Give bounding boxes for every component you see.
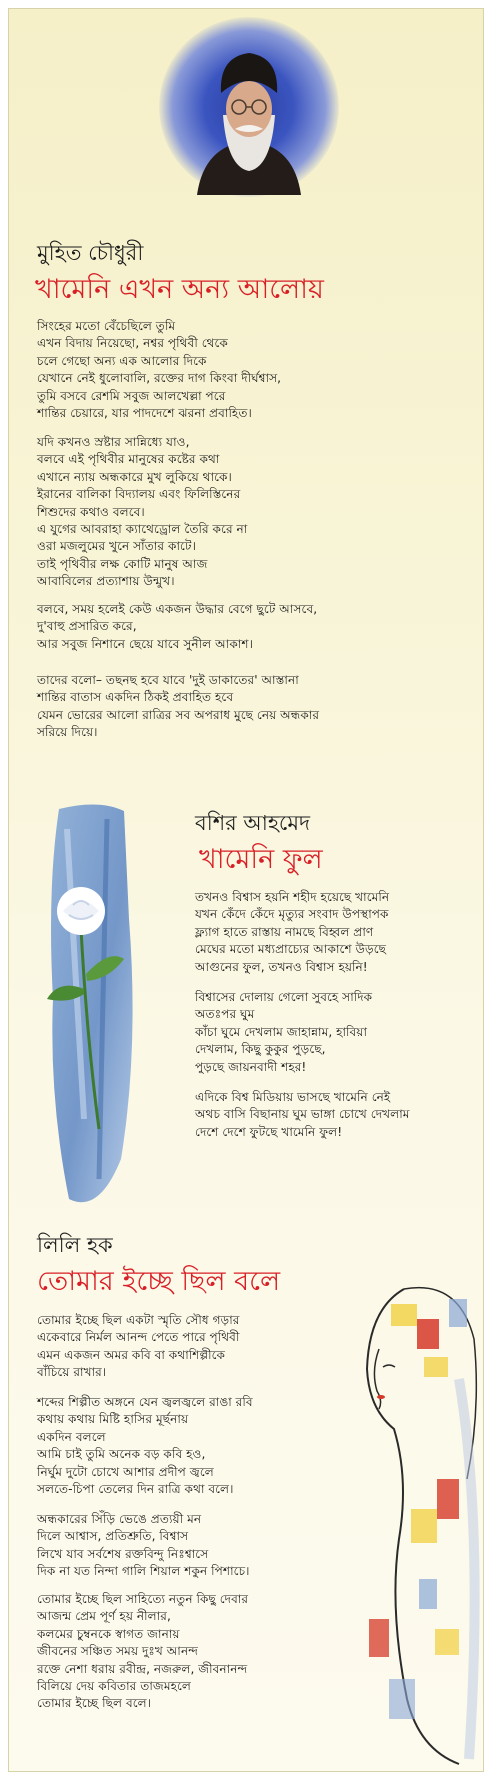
poem-line: আবাবিলের প্রত্যাশায় উন্মুখ। (37, 574, 175, 589)
poem-line: এমন একজন অমর কবি বা কথাশিল্পীকে (37, 1347, 226, 1362)
poem-line: জীবনের সঞ্চিত সময় দুঃখ আনন্দ (37, 1644, 199, 1659)
poem-line: অন্ধকারের সিঁড়ি ভেঙে প্রত্যয়ী মন (37, 1512, 202, 1526)
poem-stanza (37, 1312, 240, 1382)
poem-line: অতঃপর ঘুম (195, 1007, 255, 1022)
poem-title: তোমার ইচ্ছে ছিল বলে (37, 1266, 281, 1297)
poem-line: দু'বাহু প্রসারিত করে, (37, 619, 137, 634)
poem-line: আগুনের ফুল, তখনও বিশ্বাস হয়নি! (195, 959, 368, 974)
poem-author: বশির আহমেদ (195, 811, 311, 835)
poem-line: চলে গেছো অন্য এক আলোর দিকে (37, 353, 207, 368)
portrait-figure (159, 17, 339, 197)
poem-line: একদিন বললে (37, 1429, 106, 1444)
poem-line: শান্তির বাতাস একদিন ঠিকই প্রবাহিত হবে (37, 690, 234, 705)
woman-illustration (349, 1279, 484, 1769)
poem-line: দেখলাম, কিছু কুকুর পুড়ছে, (195, 1042, 326, 1057)
poem-line: মেঘের মতো মধ্যপ্রাচ্যের আকাশে উড়ছে (195, 942, 387, 957)
poem-line: ইরানের বালিকা বিদ্যালয় এবং ফিলিস্তিনের (37, 487, 241, 502)
poem-line: তোমার ইচ্ছে ছিল সাহিত্যে নতুন কিছু দেবার (37, 1592, 249, 1606)
poem-line: যেখানে নেই ধুলোবালি, রক্তের দাগ কিংবা দীর্ঘশ্বাস, (37, 371, 282, 386)
poem-line: আমি চাই তুমি অনেক বড় কবি হও, (37, 1447, 206, 1462)
poem-line: শান্তির চেয়ারে, যার পাদদেশে ঝরনা প্রবাহিত। (37, 406, 252, 421)
poem-line: তোমার ইচ্ছে ছিল একটা স্মৃতি সৌধ গড়ার (37, 1313, 240, 1327)
poem-stanza (37, 318, 281, 422)
poem-line: ফ্ল্যাগ হাতে রাস্তায় নামছে বিহ্বল প্রাণ (195, 924, 374, 939)
poem-line: দিক না যত নিন্দা গালি শিয়াল শকুন পিশাচে। (37, 1564, 250, 1579)
poem-line: আর সবুজ নিশানে ছেয়ে যাবে সুনীল আকাশ। (37, 636, 253, 651)
poem-line: এ যুগের আবরাহা ক্যাথেড্রোল তৈরি করে না (37, 522, 248, 537)
portrait-photo (159, 17, 339, 197)
poem-line: দেশে দেশে ফুটছে খামেনি ফুল! (195, 1124, 343, 1139)
poem-line: বিশ্বাসের দোলায় গেলো সুবহে সাদিক (195, 990, 373, 1004)
poem-line: বলবে এই পৃথিবীর মানুষের কষ্টের কথা (37, 452, 220, 467)
poem-line: তাই পৃথিবীর লক্ষ কোটি মানুষ আজ (37, 556, 208, 571)
poem-stanza (195, 1089, 410, 1141)
poem-line: একেবারে নির্মল আনন্দ পেতে পারে পৃথিবী (37, 1330, 240, 1345)
poem-stanza (195, 889, 389, 976)
poem-stanza (195, 989, 372, 1076)
poem-stanza (37, 601, 317, 653)
flower-illustration (29, 799, 154, 1219)
poem-line: তুমি বসবে রেশমি সবুজ আলখেল্লা পরে (37, 388, 226, 403)
poem-stanza (37, 1511, 250, 1581)
poem-line: ওরা মজলুমের খুনে সাঁতার কাটে। (37, 539, 196, 554)
poem-line: যদি কখনও স্রষ্টার সান্নিধ্যে যাও, (37, 435, 190, 449)
poem-line: সিংহের মতো বেঁচেছিলে তুমি (37, 319, 176, 333)
poem-line: তখনও বিশ্বাস হয়নি শহীদ হয়েছে খামেনি (195, 890, 390, 904)
poem-line: পুড়ছে জায়নবাদী শহর! (195, 1059, 307, 1074)
poem-line: এদিকে বিশ্ব মিডিয়ায় ভাসছে খামেনি নেই (195, 1090, 391, 1104)
poem-line: যখন কেঁদে কেঁদে মৃত্যুর সংবাদ উপস্থাপক (195, 907, 389, 922)
poem-line: সরিয়ে দিয়ে। (37, 725, 98, 740)
poem-line: নির্ঘুম দুটো চোখে আশার প্রদীপ জ্বলে (37, 1464, 214, 1479)
poem-line: অথচ বাসি বিছানায় ঘুম ভাঙ্গা চোখে দেখলাম (195, 1107, 410, 1122)
poem-line: বিলিয়ে দেয় কবিতার তাজমহলে (37, 1679, 191, 1694)
poem-stanza (37, 1591, 248, 1713)
poem-line: রক্তে নেশা ধরায় রবীন্দ্র, নজরুল, জীবনানন্দ (37, 1661, 248, 1676)
poem-line: কথায় কথায় মিষ্টি হাসির মূর্ছনায় (37, 1412, 189, 1427)
poem-line: শিশুদের কথাও বলবে। (37, 504, 145, 519)
poem-line: লিখে যাব সর্বশেষ রক্তবিন্দু নিঃশ্বাসে (37, 1546, 209, 1561)
poem-line: কাঁচা ঘুমে দেখলাম জাহান্নাম, হাবিয়া (195, 1024, 368, 1039)
poem-line: এখানে ন্যায় অন্ধকারে মুখ লুকিয়ে থাকে। (37, 469, 232, 484)
newspaper-page (8, 8, 484, 1772)
poem-title: খামেনি ফুল (199, 844, 323, 875)
poem-line: আজন্ম প্রেম পূর্ণ হয় নীলার, (37, 1609, 171, 1624)
poem-line: বলবে, সময় হলেই কেউ একজন উদ্ধার বেগে ছুটে আসবে, (37, 602, 318, 616)
poem-line: বাঁচিয়ে রাখার। (37, 1365, 107, 1380)
poem-stanza (37, 434, 247, 591)
poem-line: তাদের বলো– তছনছ হবে যাবে 'দুই ডাকাতের' আস্তানা (37, 673, 299, 687)
poem-line: যেমন ভোরের আলো রাত্রির সব অপরাধ মুছে নেয় অন্ধকার (37, 707, 320, 722)
poem-line: শব্দের শিল্পীত অঙ্গনে যেন জ্বলজ্বলে রাঙা রবি (37, 1395, 253, 1409)
poem-line: তোমার ইচ্ছে ছিল বলে। (37, 1696, 152, 1711)
poem-stanza (37, 672, 319, 742)
poem-line: সলতে-চিপা তেলের দিন রাত্রি কথা বলে। (37, 1482, 234, 1497)
poem-line: কলমের চুম্বনকে স্বাগত জানায় (37, 1626, 180, 1641)
poem-line: দিলে আশ্বাস, প্রতিশ্রুতি, বিশ্বাস (37, 1529, 189, 1544)
poem-line: এখন বিদায় নিয়েছো, নশ্বর পৃথিবী থেকে (37, 336, 228, 351)
poem-author: লিলি হক (37, 1233, 113, 1257)
poem-stanza (37, 1394, 253, 1498)
poem-title: খামেনি এখন অন্য আলোয় (35, 274, 324, 305)
poem-author: মুহিত চৌধুরী (37, 241, 144, 265)
